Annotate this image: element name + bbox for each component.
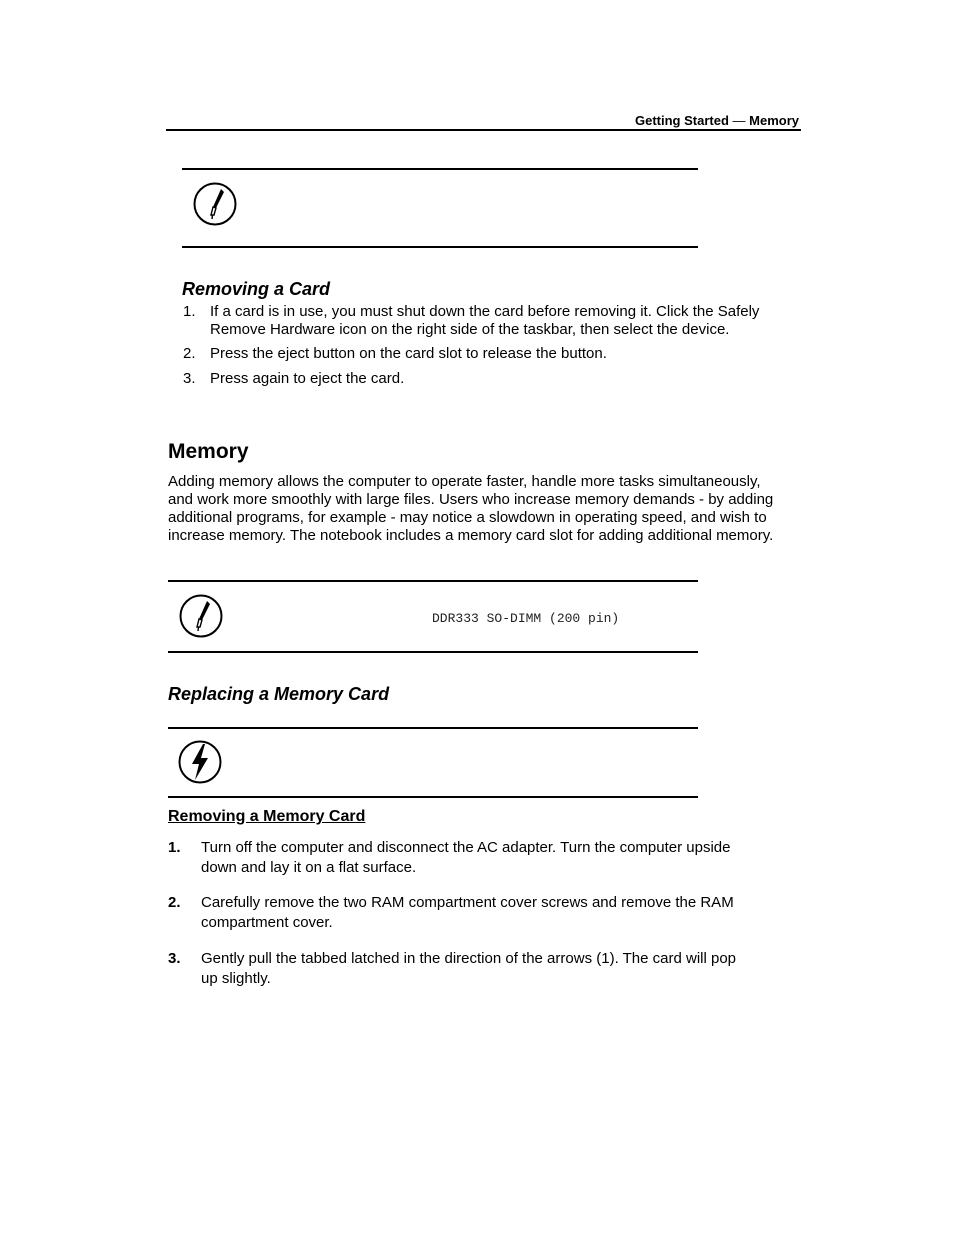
- memory-note-text: DDR333 SO-DIMM (200 pin): [432, 611, 620, 626]
- list-item: [183, 303, 793, 339]
- list-text: Press again to eject the card.: [210, 370, 405, 387]
- list-text: If a card is in use, you must shut down the card before removing it. Click the Safely Remove Hardware icon on the right side of the taskbar, then select the device.: [210, 303, 760, 338]
- list-item: [183, 370, 793, 388]
- memory-paragraph: Adding memory allows the computer to operate faster, handle more tasks simultaneously, and work more smoothly with large files. Users who increase memory demands - by adding additional programs, for example - may notice a slowdown in operating speed, and wish to increase memory. The notebook includes a memory card slot for adding additional memory.: [168, 473, 774, 544]
- header-section: Getting Started: [634, 113, 729, 128]
- list-number: 3.: [183, 370, 196, 387]
- replacing-memory-heading: Replacing a Memory Card: [168, 684, 390, 704]
- list-text: Press the eject button on the card slot to release the button.: [210, 345, 607, 362]
- header-rule: [166, 129, 801, 131]
- list-text: Gently pull the tabbed latched in the direction of the arrows (1). The card will pop up slightly.: [201, 950, 737, 987]
- note-box-1-top-rule: [182, 168, 698, 170]
- note-box-2-bottom-rule: [168, 651, 698, 653]
- pen-note-icon: [178, 593, 224, 639]
- removing-card-heading: Removing a Card: [182, 279, 331, 299]
- pen-note-icon: [192, 181, 238, 227]
- list-item: [168, 893, 748, 933]
- warning-box-top-rule: [168, 727, 698, 729]
- list-number: 1.: [168, 839, 181, 856]
- list-number: 3.: [168, 950, 181, 967]
- list-number: 2.: [168, 894, 181, 911]
- lightning-warning-icon: [177, 739, 223, 785]
- list-text: Turn off the computer and disconnect the AC adapter. Turn the computer upside down and lay it on a flat surface.: [201, 839, 731, 876]
- removing-memory-heading: Removing a Memory Card: [168, 808, 366, 825]
- list-item: [168, 838, 748, 878]
- header-topic: Memory: [749, 113, 799, 128]
- list-item: [183, 345, 793, 363]
- running-header: [635, 113, 799, 128]
- list-number: 2.: [183, 345, 196, 362]
- list-text: Carefully remove the two RAM compartment cover screws and remove the RAM compartment cover.: [201, 894, 734, 931]
- list-item: [168, 949, 748, 989]
- note-box-1-bottom-rule: [182, 246, 698, 248]
- header-separator: —: [732, 113, 746, 128]
- list-number: 1.: [183, 303, 196, 320]
- memory-heading: Memory: [168, 440, 249, 463]
- note-box-2-top-rule: [168, 580, 698, 582]
- warning-box-bottom-rule: [168, 796, 698, 798]
